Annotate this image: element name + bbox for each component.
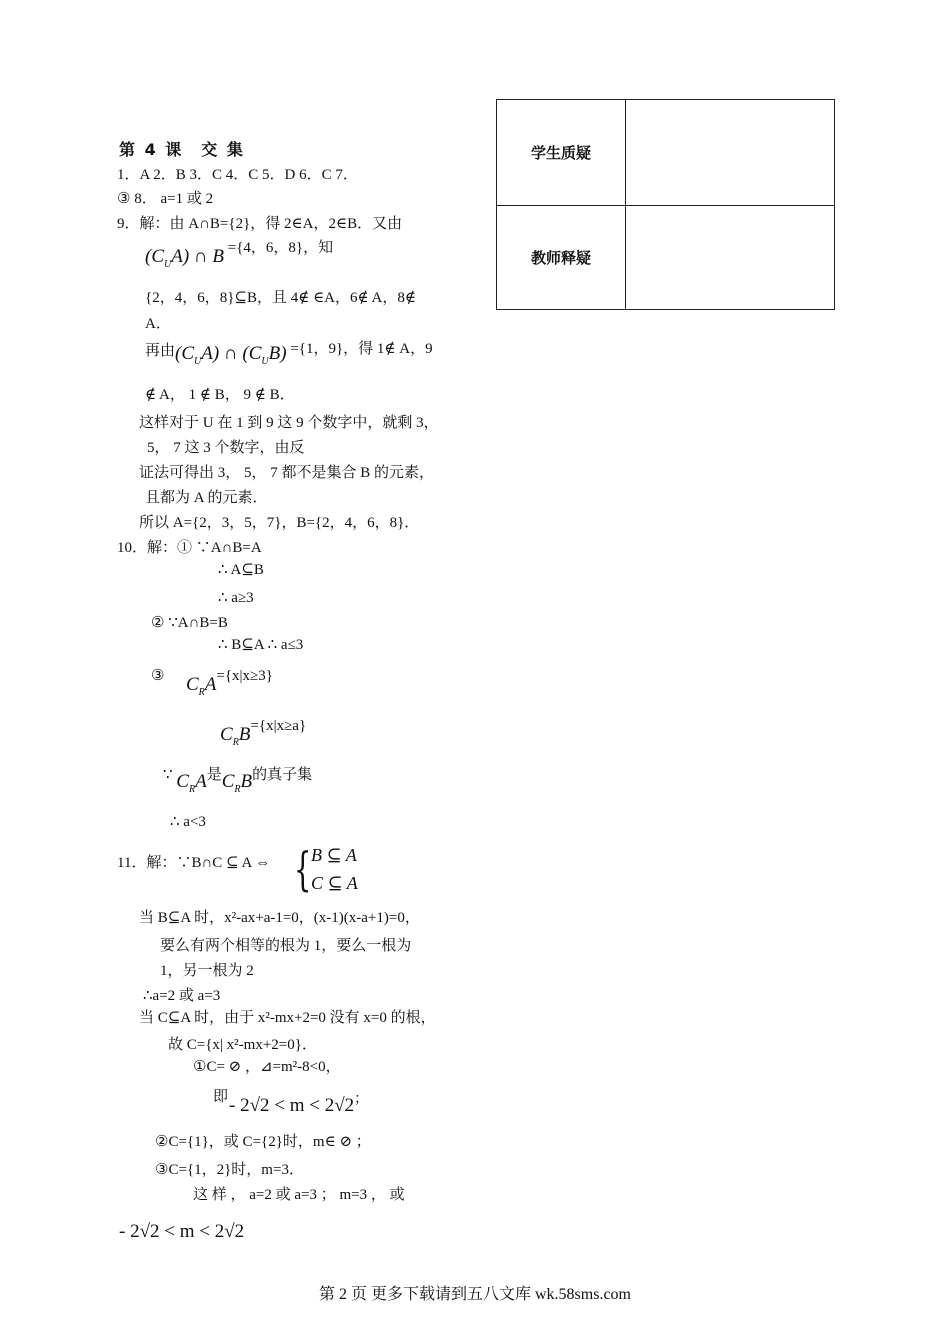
q10-line-4: ② ∵A∩B=B [151,615,228,631]
brace-icon: { [293,842,312,896]
q9-line-4: A． [145,316,171,332]
q11-line-3: 要么有两个相等的根为 1，要么一根为 [160,938,412,954]
q11-cond-bottom: C ⊆ A [311,873,358,893]
teacher-answer-label: 教师释疑 [497,205,626,310]
q9-formula-1: $(C_UA)$ ∩ B ={4，6，8}，知 [145,240,334,270]
q11-final-inequality: - 2√2 < m < 2√2 [119,1221,245,1242]
q9-line-1: 9．解：由 A∩B={2}，得 2∈A，2∈B．又由 [117,216,403,232]
q10-line-5: ∴ B⊆A ∴ a≤3 [218,637,304,653]
q10-line-3: ∴ a≥3 [218,590,254,606]
q11-line-12: 这 样 ， a=2 或 a=3 ； m=3 ， 或 [193,1187,405,1203]
q11-line-11: ③C={1，2}时，m=3． [155,1162,304,1178]
q11-line-1: 11．解：∵B∩C ⊆ A ⇔ [117,855,271,871]
q10-conclusion: ∴ a<3 [170,814,206,830]
answer-line-1: 1．A 2．B 3．C 4．C 5．D 6．C 7． [117,167,358,183]
q9-conclusion: 所以 A={2，3，5，7}，B={2，4，6，8}． [139,515,420,531]
page-footer: 第 2 页 更多下载请到五八文库 wk.58sms.com [318,1286,631,1303]
q11-line-7: 故 C={x| x²-mx+2=0}． [168,1037,317,1053]
q10-complement-b: $C_RB=\{x|x\ge a\}$ [220,718,307,748]
q11-inequality-1-math: - 2√2 < m < 2√2； [229,1092,369,1116]
q11-line-6: 当 C⊆A 时，由于 x²-mx+2=0 没有 x=0 的根， [139,1010,436,1026]
lesson-title: 第 4 课 交 集 [119,140,245,159]
q10-complement-a: ③ $C_RA=\{x|x\ge 3\}$ [151,668,273,698]
student-question-label: 学生质疑 [497,100,626,205]
q11-line-10: ②C={1}，或 C={2}时，m∈ ⊘ ； [155,1134,371,1150]
question-table [496,99,835,310]
q11-line-5: ∴a=2 或 a=3 [143,988,221,1004]
q10-proper-subset: ∵ $C_RA$是$C_RB$的真子集 [163,767,313,795]
q9-line-8: 5， 7 这 3 个数字，由反 [147,440,305,456]
q11-cond-top: B ⊆ A [311,845,357,865]
student-question-row [497,100,834,206]
q10-line-1: 10．解：① ∵A∩B=A [117,540,262,556]
q9-line-9: 证法可得出 3， 5， 7 都不是集合 B 的元素， [139,465,435,481]
teacher-answer-row [497,205,834,310]
q11-line-4: 1，另一根为 2 [160,963,254,979]
q9-line-10: 且都为 A 的元素． [145,490,268,506]
q9-line-3: {2，4，6，8}⊆B，且 4∉ ∈A，6∉ A，8∉ [145,290,416,306]
q9-line-6: ∉ A， 1 ∉ B， 9 ∉ B． [145,387,295,403]
q11-line-2: 当 B⊆A 时，x²-ax+a-1=0，(x-1)(x-a+1)=0， [139,910,420,926]
q11-line-8: ①C= ⊘ ，⊿=m²-8<0， [193,1059,341,1075]
q9-formula-2: 再由$(C_UA)$ ∩ $(C_UB) =\{1$，9}，得 1∉ A，9 [145,341,433,367]
q10-line-2: ∴ A⊆B [218,562,264,578]
answer-line-2: ③ 8． a=1 或 2 [117,191,214,207]
q9-line-7: 这样对于 U 在 1 到 9 这 9 个数字中，就剩 3， [139,415,439,431]
q11-inequality-1: 即 [213,1089,229,1105]
